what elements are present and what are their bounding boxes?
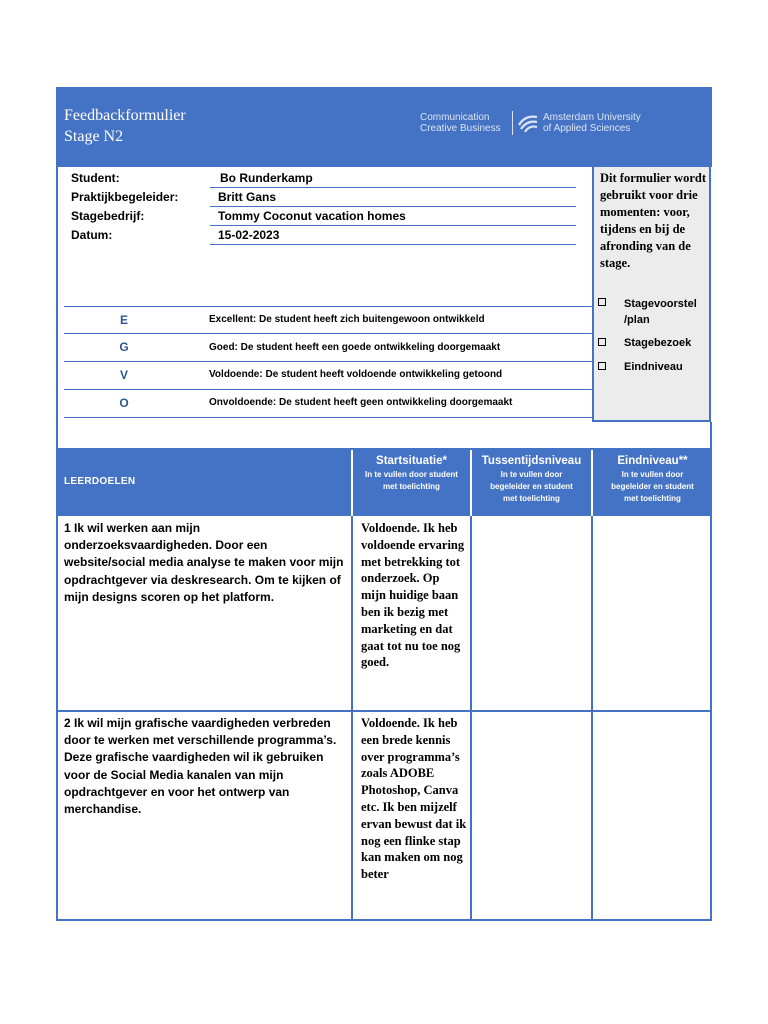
table-col-divider [591,516,593,921]
table-row-1-leerdoel: 1 Ik wil werken aan mijn onderzoeksvaardigheden. Door een website/social media analyse te maken voor mijn opdrachtgever via deskresearch. Om te kijken of mijn designs scoren op het platform. [64,521,344,604]
student-underline [210,187,576,188]
mentor-underline [210,206,576,207]
scale-divider [64,389,592,390]
spacer-row [56,422,712,450]
date-underline [210,244,576,245]
scale-desc-v: Voldoende: De student heeft voldoende ontwikkeling getoond [209,369,503,380]
checkbox-stagevoorstel[interactable] [598,298,606,306]
form-title: Feedbackformulier [64,107,186,124]
scale-code-v: V [119,368,128,382]
company-label: Stagebedrijf: [71,209,145,223]
company-underline [210,225,576,226]
table-row-divider [56,710,712,712]
company-value: Tommy Coconut vacation homes [218,209,406,223]
scale-desc-o: Onvoldoende: De student heeft geen ontwikkeling doorgemaakt [209,397,513,408]
mentor-label: Praktijkbegeleider: [71,190,179,204]
scale-code-e: E [119,313,128,327]
scale-divider [64,361,592,362]
table-border-left [56,516,58,921]
checkbox-stagevoorstel-label: Stagevoorstel /plan [624,298,697,326]
table-row-2-leerdoel: 2 Ik wil mijn grafische vaardigheden verbreden door te werken met verschillende programma’s. Deze grafische vaardigheden wil ik gebruiken voor de Social Media kanalen van mijn opdrachtgever en voor het ontwerp van merchandise. [64,716,337,817]
scale-code-o: O [119,396,129,410]
scale-divider [64,306,592,307]
scale-divider [64,417,592,418]
table-col-divider [351,516,353,921]
column-header-start: Startsituatie* In te vullen door student met toelichting [365,455,458,491]
logo-cmd-line2: Creative Business [420,123,501,134]
logo-divider [512,111,513,135]
student-value: Bo Runderkamp [220,171,313,185]
logo-hva-line1: Amsterdam University [543,112,641,123]
table-row-1-start: Voldoende. Ik heb voldoende ervaring met betrekking tot onderzoek. Op mijn huidige baan ben ik bezig met marketing en dat gaat tot nu toe nog goed. [361,521,465,670]
table-border-bottom [56,919,712,921]
checkbox-eindniveau[interactable] [598,362,606,370]
date-label: Datum: [71,228,113,242]
date-value: 15-02-2023 [218,228,280,242]
logo-hva-line2: of Applied Sciences [543,123,631,134]
scale-code-g: G [119,340,129,354]
column-header-leerdoelen: LEERDOELEN [64,476,136,487]
column-header-tussen: Tussentijdsniveau In te vullen door begeleider en student met toelichting [481,455,582,503]
table-row-2-start: Voldoende. Ik heb een brede kennis over programma’s zoals ADOBE Photoshop, Canva etc. Ik ben mijzelf ervan bewust dat ik nog een flinke stap kan maken om nog beter [361,716,467,882]
table-border-right [710,516,712,921]
checkbox-stagebezoek[interactable] [598,338,606,346]
checkbox-eindniveau-label: Eindniveau [624,361,683,373]
scale-desc-g: Goed: De student heeft een goede ontwikkeling doorgemaakt [209,342,501,353]
side-panel-text: Dit formulier wordt gebruikt voor drie momenten: voor, tijdens en bij de afronding van de stage. [600,171,706,270]
scale-divider [64,333,592,334]
table-col-divider [470,516,472,921]
mentor-value: Britt Gans [218,190,277,204]
scale-desc-e: Excellent: De student heeft zich buitengewoon ontwikkeld [209,314,485,325]
checkbox-stagebezoek-label: Stagebezoek [624,337,692,349]
logo-cmd-line1: Communication [420,112,490,123]
form-subtitle: Stage N2 [64,128,124,145]
student-label: Student: [71,171,120,185]
column-header-eind: Eindniveau** In te vullen door begeleider en student met toelichting [611,455,694,503]
hva-logo-icon [517,111,539,133]
